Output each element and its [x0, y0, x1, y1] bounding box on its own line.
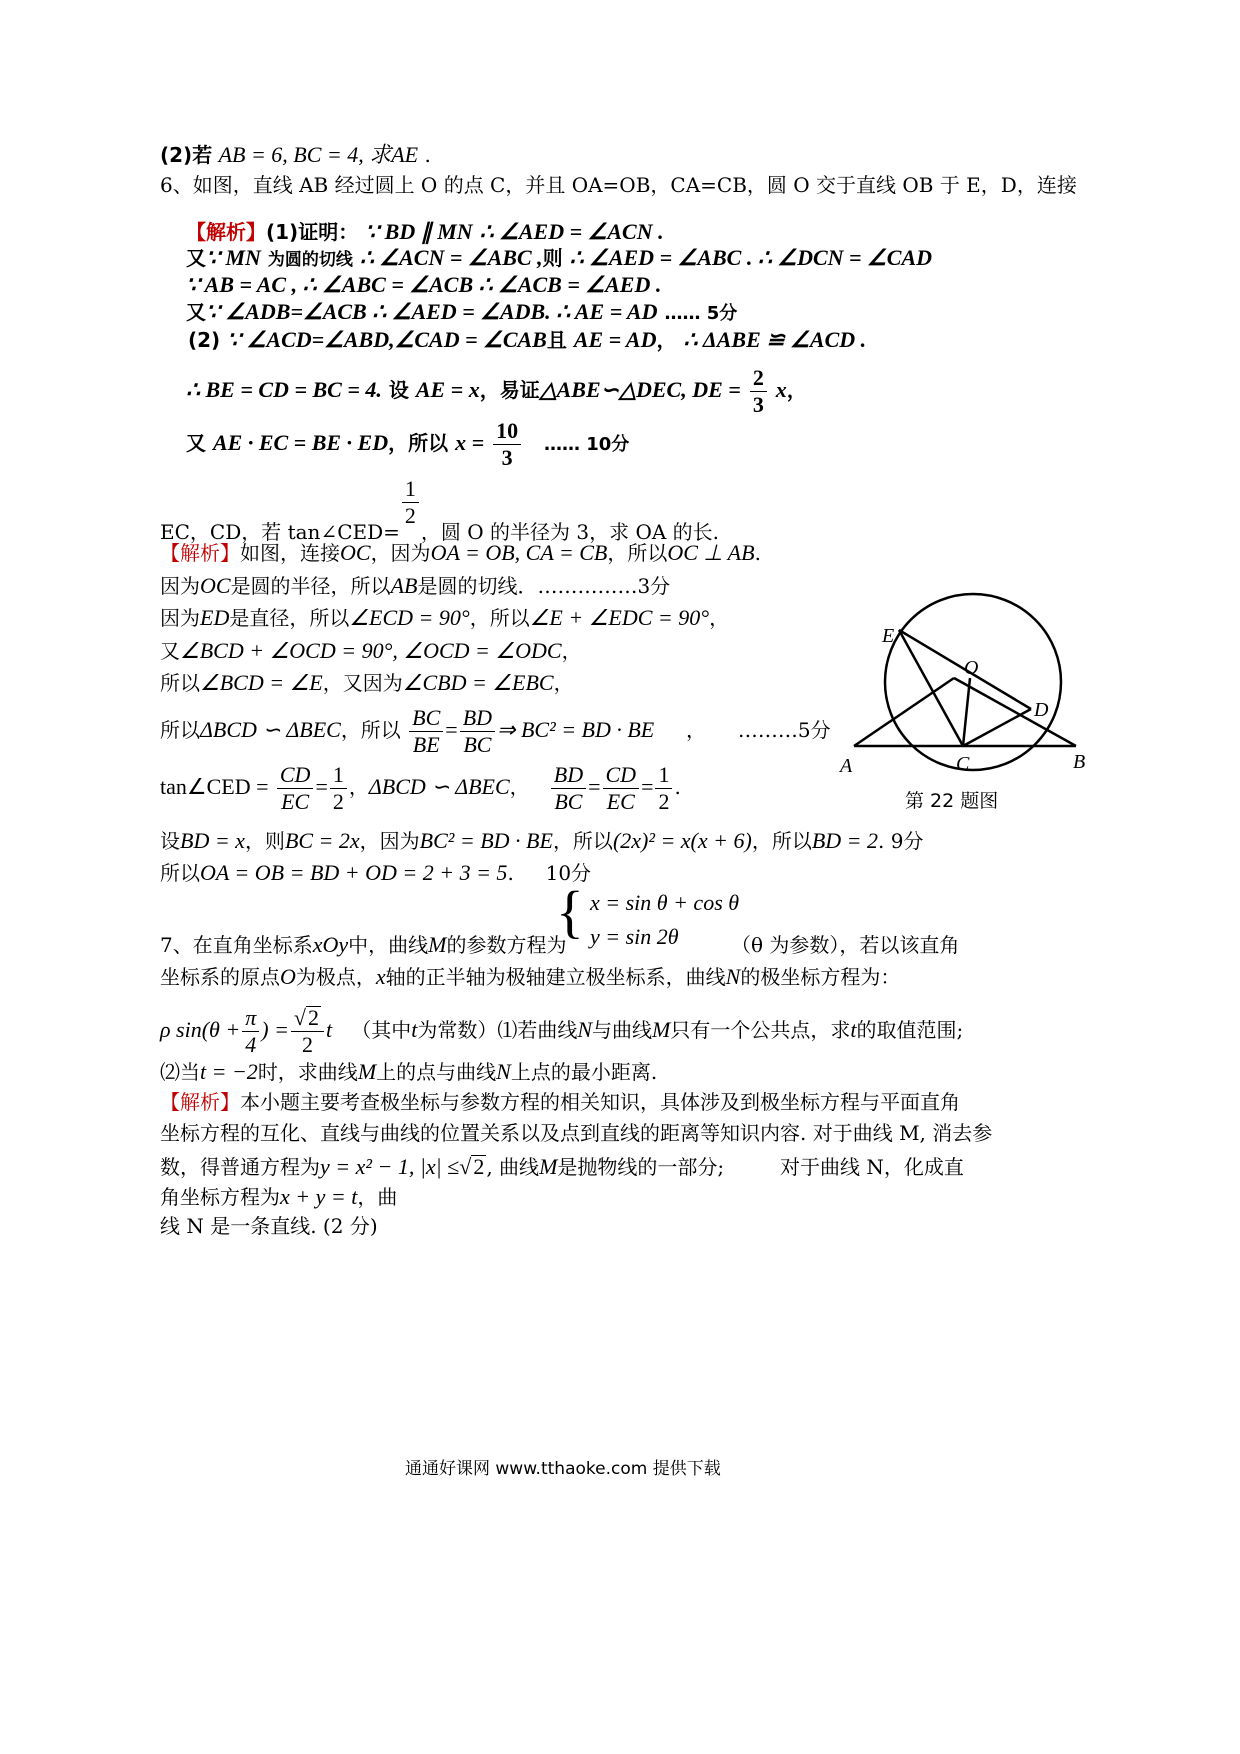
sol6-l2c: 是圆的半径，所以 [230, 574, 391, 598]
sol6-l7-eq2: = [588, 774, 601, 799]
sol5-line3 [186, 272, 661, 298]
sol6-l5b: ∠BCD = ∠E [200, 670, 323, 695]
q7-l1c: 中，曲线 [348, 933, 429, 957]
q7-l3h: 与曲线 [592, 1018, 653, 1042]
sol6-l8a: 设 [160, 829, 180, 853]
q7-l1d: M [428, 932, 447, 957]
sol5-l6c: AE = x [415, 377, 480, 402]
q7-s3d: , 曲线 [486, 1155, 540, 1179]
sol6-l3e: ，所以 [469, 606, 530, 630]
sol5-l7c: ，所以 [388, 431, 449, 455]
line-ec [899, 630, 963, 746]
q7-s4a: 角坐标方程为 [160, 1185, 280, 1209]
sol6-l2a: 因为 [160, 574, 200, 598]
system-eq2: y = sin 2θ [590, 924, 679, 949]
sol6-l9c: . [507, 861, 514, 885]
sol6-l3a: 因为 [160, 606, 200, 630]
sol6-l4a: 又 [160, 639, 180, 663]
q7-l1e: 的参数方程为 [446, 933, 567, 957]
q7-l2c: 为极点， [295, 965, 376, 989]
fraction-half-b: $\frac{1}{2}$ [655, 762, 672, 815]
q7-l3b: ) = [261, 1017, 289, 1042]
q7-l4c: 时，求曲线 [257, 1060, 358, 1084]
sol5-l4a: 又 [186, 300, 206, 324]
sol5-l6g: ， [786, 378, 807, 402]
q7-l2b: O [280, 964, 296, 989]
part2-end: . [424, 143, 431, 167]
q7-l3i: M [652, 1017, 671, 1042]
sol6-l8k: . 9分 [878, 829, 924, 853]
sol6-l7d: ， [509, 775, 530, 799]
sol5-l1a: (1)证明： [266, 220, 359, 244]
sol5-l5e: ， [656, 328, 677, 352]
sol6-l6f: ………5分 [737, 718, 831, 742]
q7-s3f: 是抛物线的一部分; [557, 1155, 725, 1179]
sol6-l8d: BC = 2x [284, 828, 360, 853]
fraction-sqrt2-2: $\frac{√2}{2}$ [291, 1005, 324, 1058]
sol5-l5a: (2) [188, 328, 221, 352]
q7-l2f: N [725, 964, 741, 989]
q6-line1: 6、如图，直线 AB 经过圆上 O 的点 C，并且 OA=OB，CA=CB，圆 O 交于直线 OB 于 E，D，连接 [160, 173, 1077, 197]
q7-s3b: y = x² − 1, |x| ≤ [320, 1154, 460, 1179]
q7-s4b: x + y = t [280, 1184, 358, 1209]
sol5-line2 [186, 245, 932, 273]
fraction-pi-4: $\frac{\pi}{4}$ [242, 1005, 259, 1058]
sol6-l8e: ，因为 [359, 829, 420, 853]
sol6-l4b: ∠BCD + ∠OCD = 90°, ∠OCD = ∠ODC [180, 638, 562, 663]
sol6-l6e: ， [686, 718, 707, 742]
sol6-l6b: ΔBCD ∽ ΔBEC [200, 717, 341, 742]
q7-sol-line1 [160, 1089, 960, 1115]
q7-l2e: 轴的正半轴为极轴建立极坐标系，曲线 [385, 965, 726, 989]
system-eq1: x = sin θ + cos θ [590, 890, 740, 915]
sol6-l2d: AB [390, 573, 418, 598]
q7-s3g: 对于曲线 N，化成直 [780, 1155, 964, 1179]
sol6-l8i: ，所以 [751, 829, 812, 853]
fraction-cd-ec: $\frac{CD}{EC}$ [277, 762, 314, 815]
sol6-line9 [160, 860, 591, 886]
part2-question [160, 142, 431, 168]
fraction-one-half: $\frac{1}{2}$ [402, 476, 419, 529]
sol6-l7a: tan∠CED = [160, 774, 269, 799]
sol6-l7e: . [674, 775, 681, 799]
sol6-l3c: 是直径，所以 [229, 606, 350, 630]
sol6-line4 [160, 638, 582, 664]
sol5-l7b: AE · EC = BE · ED [212, 430, 389, 455]
sol6-line8 [160, 828, 923, 854]
sol6-l1d: OA = OB, CA = CB [430, 540, 608, 565]
sol5-l6a: ∴ BE = CD = BC = 4. [186, 377, 382, 402]
sol5-l4c: …… 5分 [664, 303, 738, 324]
sol6-line3 [160, 605, 729, 631]
sol6-line1 [160, 540, 761, 566]
sol5-l5b: ∵ ∠ACD=∠ABD,∠CAD = ∠CAB [227, 327, 547, 352]
sol5-l5d: AE = AD [573, 327, 657, 352]
sol5-l2b: ∵ MN [206, 245, 261, 270]
q7-sol-line3: 数，得普通方程为y = x² − 1, |x| ≤√2 , 曲线M是抛物线的一部分; [160, 1154, 725, 1179]
q7-sol-tag: 【解析】 [160, 1090, 240, 1114]
sol5-l2c: 为圆的切线 [267, 250, 353, 270]
q7-l4g: 上点的最小距离. [510, 1060, 658, 1084]
q7-s2: 坐标方程的互化、直线与曲线的位置关系以及点到直线的距离等知识内容. 对于曲线 M, 消去参 [160, 1121, 993, 1145]
q7-s3c: 2 [473, 1154, 485, 1179]
footer-text: 通通好课网 www.tthaoke.com 提供下载 [405, 1459, 721, 1479]
sol6-l1g: . [754, 541, 761, 565]
q7-l4a: ⑵当 [160, 1060, 200, 1084]
sol5-line4 [186, 299, 737, 327]
fraction-ten-thirds: $\frac{10}{3}$ [493, 418, 521, 471]
sol6-l9d: 10分 [545, 861, 592, 885]
sol5-l2d: ∴ ∠ACN = ∠ABC , [359, 245, 543, 270]
q7-line4 [160, 1059, 657, 1085]
sol5-l6e: △ABE∽△DEC, DE = [539, 377, 741, 402]
q7-s3a: 数，得普通方程为 [160, 1155, 320, 1179]
q7-l3a: ρ sin(θ + [160, 1017, 241, 1042]
sol6-line6 [160, 700, 831, 760]
system-brace: { [556, 879, 584, 944]
sol6-l7-eq1: = [315, 774, 328, 799]
fraction-cd-ec-2: $\frac{CD}{EC}$ [603, 762, 640, 815]
sol5-l5f: ∴ ΔABE ≌ ∠ACD . [683, 327, 867, 352]
sol6-l4c: ， [561, 639, 582, 663]
sol6-l5a: 所以 [160, 671, 200, 695]
q7-sol-line4 [160, 1184, 397, 1210]
q7-l2a: 坐标系的原点 [160, 965, 280, 989]
q7-l3l: 的取值范围; [856, 1018, 964, 1042]
sol5-line1 [186, 219, 664, 245]
sol6-l1e: ，所以 [607, 541, 668, 565]
sol6-l8j: BD = 2 [811, 828, 878, 853]
sol6-l3b: ED [200, 605, 230, 630]
sol6-l2e: 是圆的切线．……………3分 [417, 574, 671, 598]
sol6-l5c: ，又因为 [322, 671, 403, 695]
sol6-l6d: ⇒ BC² = BD · BE [497, 717, 655, 742]
sol6-l6a: 所以 [160, 718, 200, 742]
sol6-line7 [160, 757, 681, 817]
sol5-tag: 【解析】 [186, 220, 266, 244]
sol6-l7-eq3: = [641, 774, 654, 799]
sol5-l3: ∵ AB = AC , ∴ ∠ABC = ∠ACB ∴ ∠ACB = ∠AED . [186, 272, 662, 297]
sol6-l3d: ∠ECD = 90° [349, 605, 470, 630]
sol6-l8f: BC² = BD · BE [419, 828, 553, 853]
sol5-l6b: 设 [388, 378, 409, 402]
label-e: E [882, 625, 895, 647]
q7-l3k: t [850, 1017, 857, 1042]
sol5-line6 [186, 360, 807, 420]
q7-l4e: 上的点与曲线 [376, 1060, 497, 1084]
q7-s3e: M [539, 1154, 558, 1179]
sol5-l6f: x [775, 377, 787, 402]
fraction-bd-bc: $\frac{BD}{BC}$ [460, 705, 495, 758]
sol5-l7a: 又 [186, 431, 206, 455]
fraction-bd-bc-2: $\frac{BD}{BC}$ [551, 762, 586, 815]
sol6-line2 [160, 573, 670, 599]
q7-l1b: xOy [312, 932, 349, 957]
q6-line2-post: ，圆 O 的半径为 3，求 OA 的长. [420, 520, 720, 544]
sol6-l9b: OA = OB = BD + OD = 2 + 3 = 5 [200, 860, 508, 885]
sol6-tag: 【解析】 [160, 541, 240, 565]
q7-l3e: t [411, 1017, 418, 1042]
sol6-l5e: ， [553, 671, 574, 695]
sol6-l6c: ，所以 [340, 718, 401, 742]
sol6-l5d: ∠CBD = ∠EBC [402, 670, 554, 695]
sol6-l3g: ， [709, 606, 730, 630]
figure-caption: 第 22 题图 [905, 790, 999, 812]
sol5-l2f: ∴ ∠AED = ∠ABC . ∴ ∠DCN = ∠CAD [569, 245, 933, 270]
sol6-l1f: OC ⊥ AB [667, 540, 755, 565]
sol6-l1a: 如图，连接 [240, 541, 340, 565]
q7-l1a: 7、在直角坐标系 [160, 933, 313, 957]
sol6-l6-eq: = [445, 717, 458, 742]
sol6-line5 [160, 670, 574, 696]
sol6-l1b: OC [340, 540, 371, 565]
label-b: B [1073, 751, 1086, 773]
sol6-l8b: BD = x [180, 828, 245, 853]
q7-l3j: 只有一个公共点，求 [670, 1018, 851, 1042]
sol6-l3f: ∠E + ∠EDC = 90° [529, 605, 710, 630]
q7-l3d: （其中 [351, 1018, 412, 1042]
sol6-l8g: ，所以 [552, 829, 613, 853]
sol5-l1b: ∵ BD ∥ MN [365, 219, 473, 244]
q6-line2-pre: EC，CD，若 tan∠CED= [160, 520, 400, 544]
sol5-l6d: ，易证 [479, 378, 540, 402]
q7-s4c: ，曲 [357, 1185, 398, 1209]
fraction-bc-be: $\frac{BC}{BE}$ [409, 705, 443, 758]
line-oc [963, 678, 970, 746]
sol5-l2a: 又 [186, 246, 206, 270]
label-d: D [1034, 699, 1049, 721]
q7-l3c: t [326, 1017, 333, 1042]
line-o-b [954, 678, 1076, 746]
line-cd [963, 709, 1031, 746]
sol5-l2e: 则 [542, 246, 563, 270]
circle-o [885, 594, 1061, 770]
sol6-l2b: OC [200, 573, 231, 598]
q7-line1 [160, 932, 566, 958]
q7-l4f: N [496, 1059, 511, 1084]
fraction-half-a: $\frac{1}{2}$ [330, 762, 347, 815]
sol5-line7 [186, 413, 629, 475]
sol6-l7c: ΔBCD ∽ ΔBEC [368, 774, 510, 799]
sol5-l7e: …… 10分 [543, 434, 630, 455]
sol6-l8c: ，则 [244, 829, 285, 853]
q7-l2g: 的极坐标方程为： [740, 965, 901, 989]
q7-l4b: t = −2 [200, 1059, 258, 1084]
sol5-l5c: 且 [546, 328, 567, 352]
sol5-line5 [188, 327, 866, 353]
sol6-l9a: 所以 [160, 861, 200, 885]
q7-line2 [160, 964, 900, 990]
sol6-l7b: ， [348, 775, 369, 799]
q7-s1: 本小题主要考查极坐标与参数方程的相关知识，具体涉及到极坐标方程与平面直角 [240, 1090, 960, 1114]
q7-l4d: M [357, 1059, 377, 1084]
q7-line3 [160, 1000, 963, 1060]
part2-math: AB = 6, BC = 4, 求AE [218, 142, 419, 167]
sol5-l1c: ∴ ∠AED = ∠ACN . [479, 219, 664, 244]
sol6-l8h: (2x)² = x(x + 6) [612, 828, 752, 853]
q7-l1f: （θ 为参数），若以该直角 [731, 933, 960, 957]
part2-prefix: (2)若 [160, 143, 213, 167]
label-a: A [840, 755, 853, 777]
label-o: O [964, 657, 979, 679]
sol5-l4b: ∵ ∠ADB=∠ACB ∴ ∠AED = ∠ADB. ∴ AE = AD [206, 299, 658, 324]
q7-s5: 线 N 是一条直线. (2 分) [160, 1214, 378, 1238]
q7-l3g: N [577, 1017, 593, 1042]
sol5-l7d: x = [455, 430, 485, 455]
q7-l2d: x [375, 964, 386, 989]
fraction-two-thirds: $\frac{2}{3}$ [750, 365, 767, 418]
q7-l3f: 为常数）⑴若曲线 [417, 1018, 578, 1042]
sol6-l1c: ，因为 [370, 541, 431, 565]
label-c: C [956, 753, 970, 775]
